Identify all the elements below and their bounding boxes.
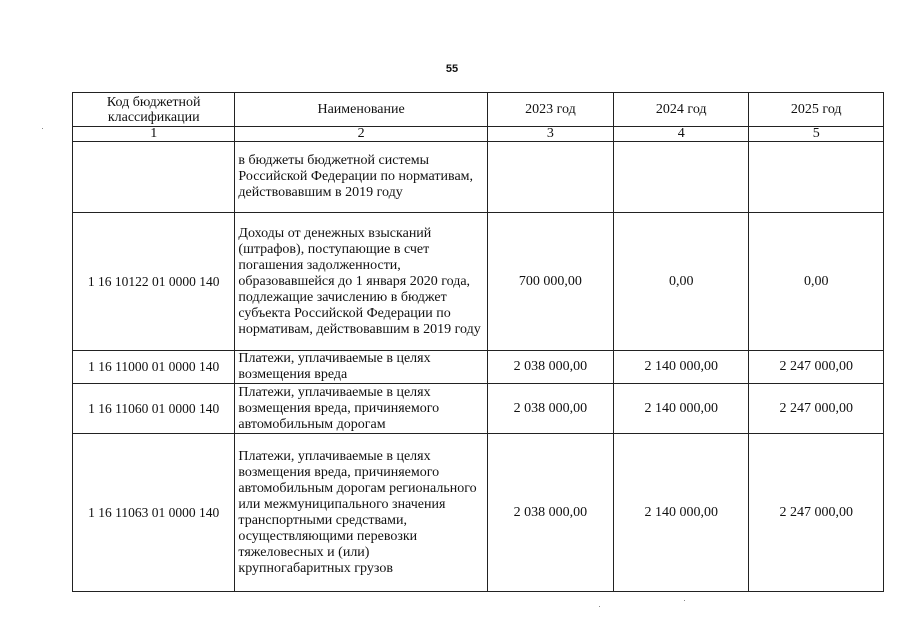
value-2025: 2 247 000,00 <box>749 434 884 592</box>
table-header-row <box>73 93 884 127</box>
table-row <box>73 384 884 434</box>
item-name: в бюджеты бюджетной системы Российской Федерации по нормативам, действовавшим в 2019 году <box>235 142 487 213</box>
value-2025: 2 247 000,00 <box>749 351 884 384</box>
value-2023: 2 038 000,00 <box>487 351 613 384</box>
item-name: Доходы от денежных взысканий (штрафов), поступающие в счет погашения задолженности, образовавшейся до 1 января 2020 года, подлежащие зачислению в бюджет субъекта Российской Федерации по нормативам, действовавшим в 2019 году <box>235 213 487 351</box>
item-name: Платежи, уплачиваемые в целях возмещения вреда, причиняемого автомобильным дорогам <box>235 384 487 434</box>
header-2024: 2024 год <box>613 93 749 127</box>
value-2025: 0,00 <box>749 213 884 351</box>
scan-speck <box>599 606 600 607</box>
header-code: Код бюджетной классификации <box>73 93 235 127</box>
value-2024: 2 140 000,00 <box>613 384 749 434</box>
budget-code: 1 16 11000 01 0000 140 <box>73 351 235 384</box>
page-number: 55 <box>445 63 459 75</box>
column-number: 2 <box>235 127 487 142</box>
value-2025: 2 247 000,00 <box>749 384 884 434</box>
value-2024: 2 140 000,00 <box>613 434 749 592</box>
value-2024: 2 140 000,00 <box>613 351 749 384</box>
table-row <box>73 434 884 592</box>
budget-code: 1 16 11063 01 0000 140 <box>73 434 235 592</box>
column-number: 4 <box>613 127 749 142</box>
value-2023: 2 038 000,00 <box>487 384 613 434</box>
table-row <box>73 142 884 213</box>
table-row <box>73 351 884 384</box>
value-2023 <box>487 142 613 213</box>
table-row <box>73 213 884 351</box>
header-2025: 2025 год <box>749 93 884 127</box>
value-2023: 2 038 000,00 <box>487 434 613 592</box>
budget-code: 1 16 11060 01 0000 140 <box>73 384 235 434</box>
header-2023: 2023 год <box>487 93 613 127</box>
value-2024 <box>613 142 749 213</box>
header-name: Наименование <box>235 93 487 127</box>
scan-speck <box>684 600 685 601</box>
budget-table <box>72 92 884 592</box>
item-name: Платежи, уплачиваемые в целях возмещения вреда, причиняемого автомобильным дорогам регионального или межмуниципального значения транспортными средствами, осуществляющими перевозки тяжеловесных и (или) крупногабаритных грузов <box>235 434 487 592</box>
column-number: 1 <box>73 127 235 142</box>
budget-code <box>73 142 235 213</box>
value-2023: 700 000,00 <box>487 213 613 351</box>
value-2025 <box>749 142 884 213</box>
value-2024: 0,00 <box>613 213 749 351</box>
column-number-row <box>73 127 884 142</box>
budget-code: 1 16 10122 01 0000 140 <box>73 213 235 351</box>
column-number: 5 <box>749 127 884 142</box>
item-name: Платежи, уплачиваемые в целях возмещения вреда <box>235 351 487 384</box>
scan-speck <box>42 128 43 129</box>
column-number: 3 <box>487 127 613 142</box>
